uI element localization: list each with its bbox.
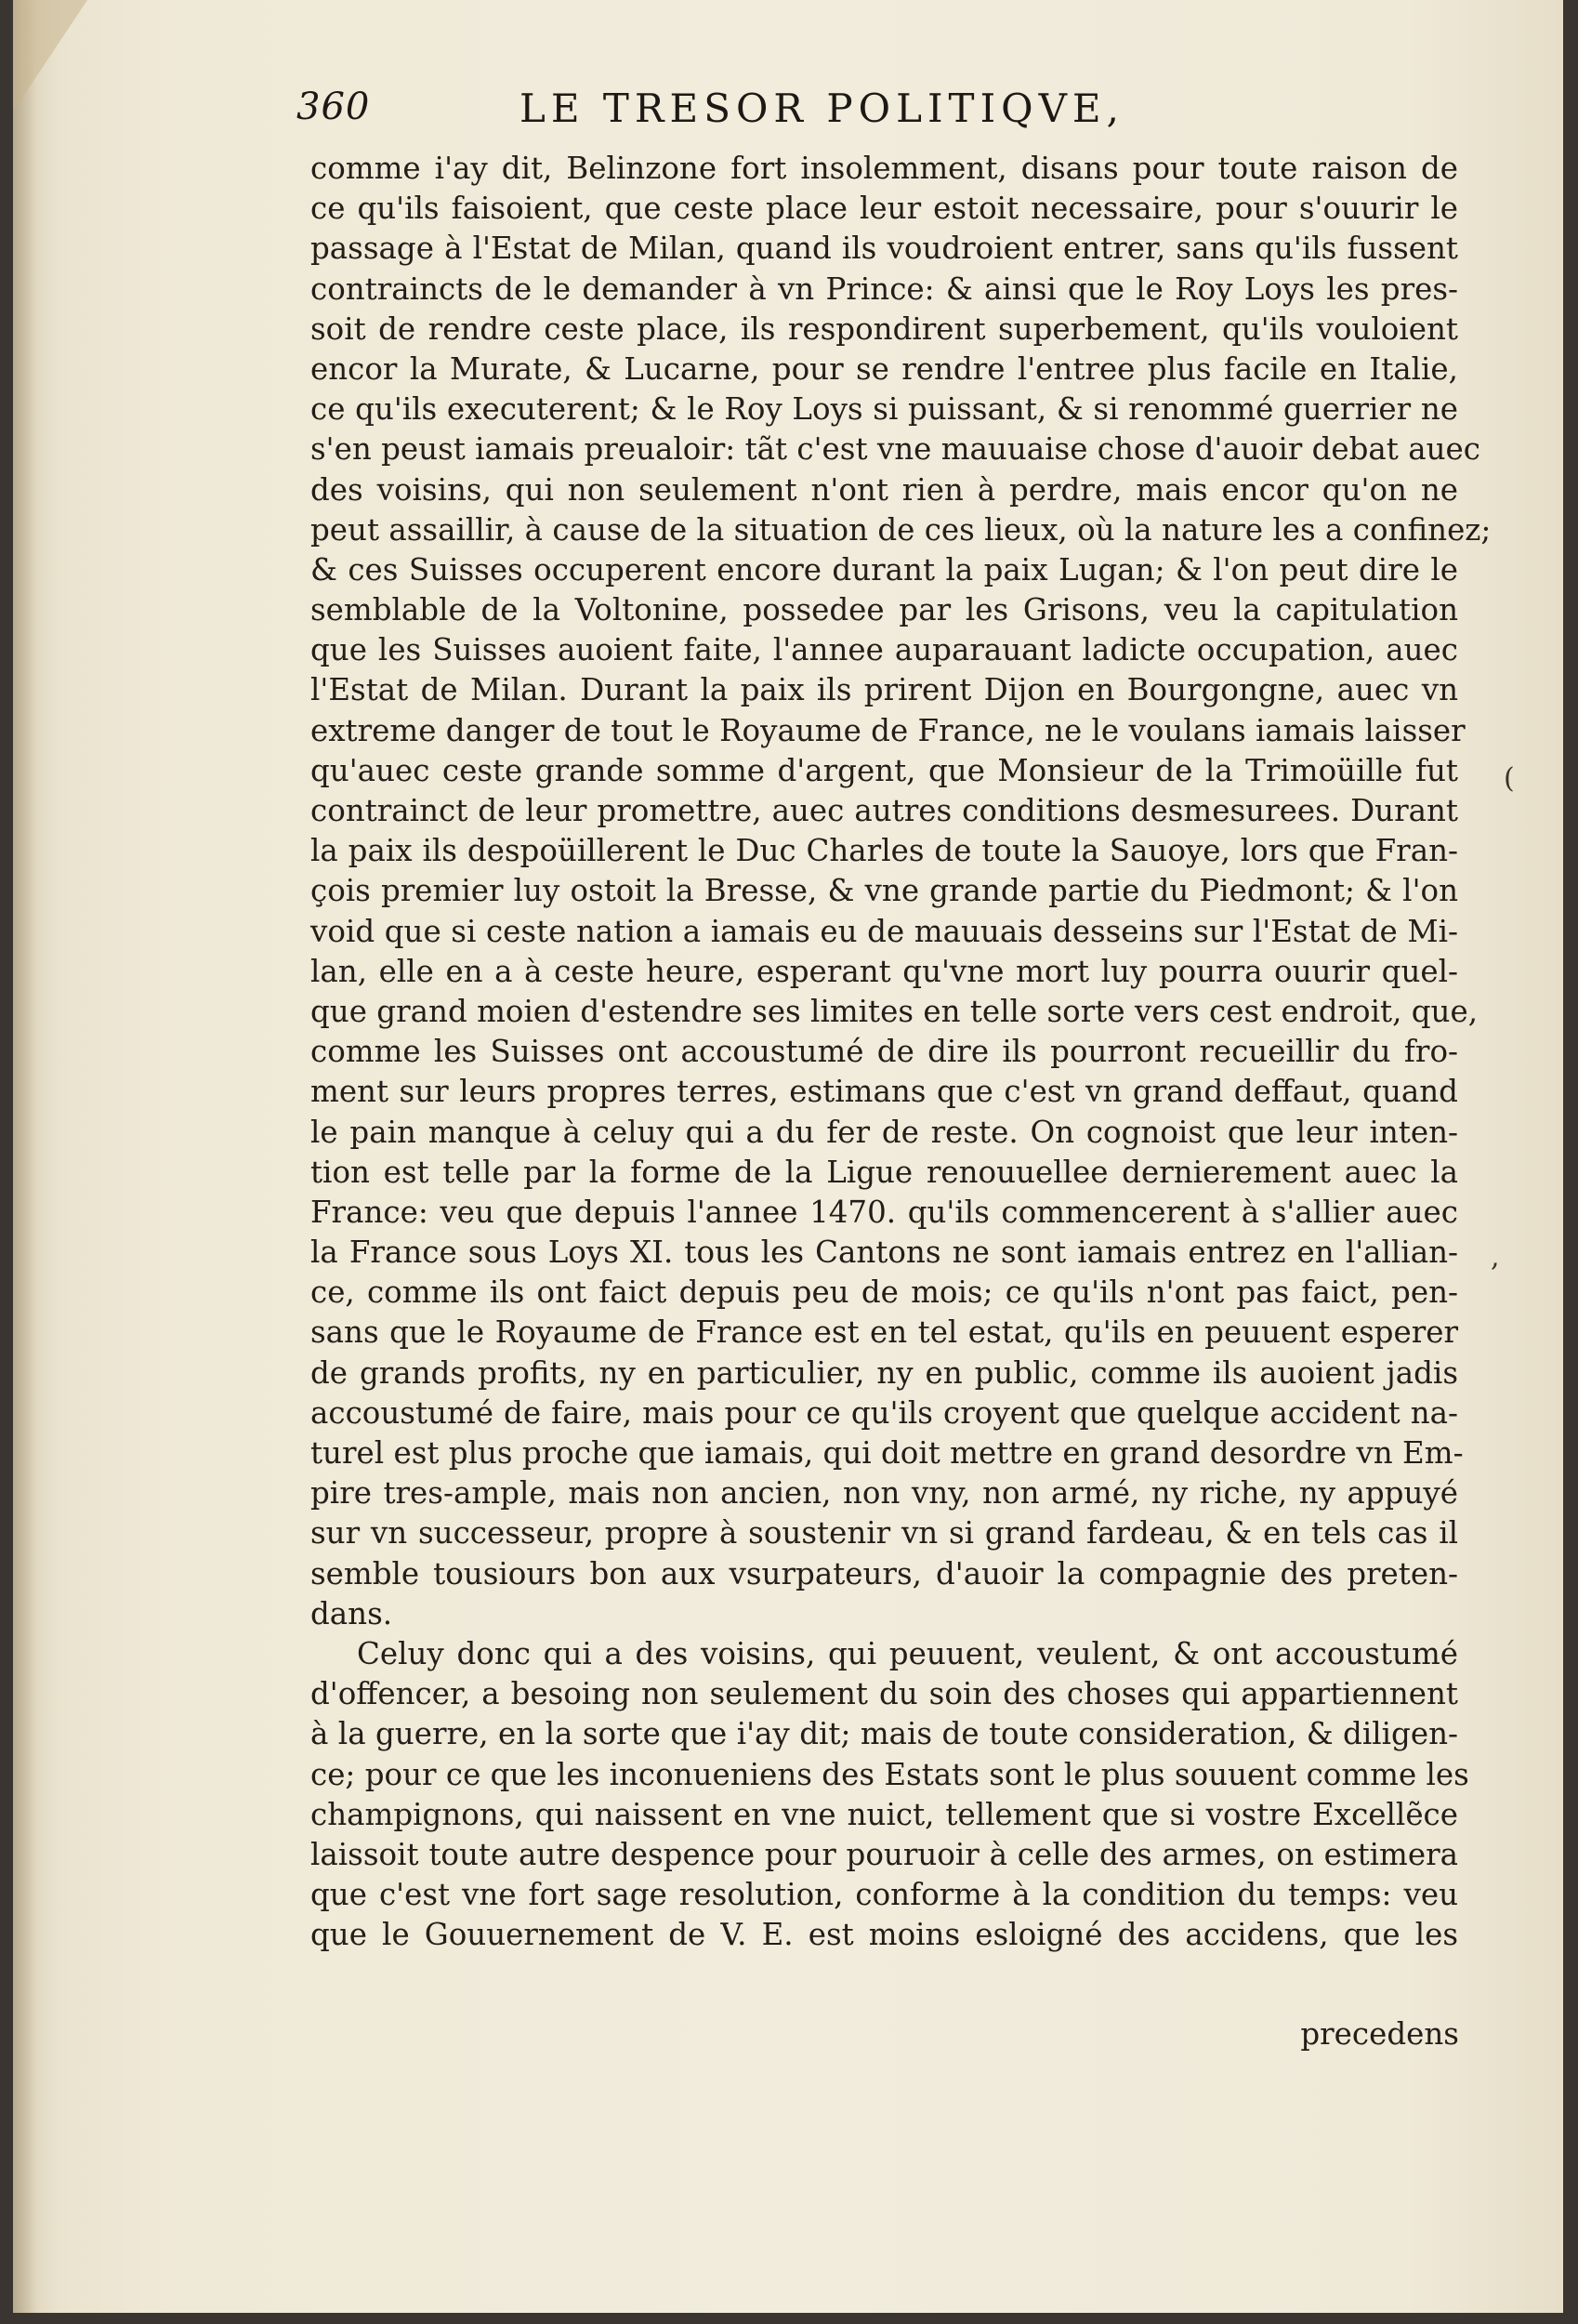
- text-line: extreme danger de tout le Royaume de France, ne le voulans iamais laisser: [310, 712, 1466, 748]
- text-line: la France sous Loys XI. tous les Cantons ne sont iamais entrez en l'allian-: [310, 1235, 1458, 1271]
- text-line: pire tres-ample, mais non ancien, non vny, non armé, ny riche, ny appuyé: [310, 1475, 1458, 1512]
- margin-mark: ,: [1491, 1241, 1500, 1274]
- text-line: dans.: [310, 1595, 393, 1631]
- text-line: comme les Suisses ont accoustumé de dire ils pourront recueillir du fro-: [310, 1034, 1458, 1070]
- text-line: ce; pour ce que les inconueniens des Estats sont le plus souuent comme les: [310, 1756, 1469, 1792]
- text-line: à la guerre, en la sorte que i'ay dit; mais de toute consideration, & diligen-: [310, 1716, 1458, 1752]
- body-text: [310, 149, 1492, 1955]
- text-line: contraincts de le demander à vn Prince: & ainsi que le Roy Loys les pres-: [310, 271, 1458, 307]
- text-line: sur vn successeur, propre à soustenir vn si grand fardeau, & en tels cas il: [310, 1515, 1458, 1552]
- running-head: LE TRESOR POLITIQVE,: [519, 86, 1124, 131]
- paragraph-2: [310, 1634, 1469, 1956]
- text-line: des voisins, qui non seulement n'ont rien à perdre, mais encor qu'on ne: [310, 471, 1458, 508]
- text-line: soit de rendre ceste place, ils respondirent superbement, qu'ils vouloient: [310, 310, 1458, 347]
- text-line: s'en peust iamais preualoir: tãt c'est vne mauuaise chose d'auoir debat auec: [310, 431, 1480, 468]
- page-corner-fold: [13, 0, 87, 112]
- text-line: que c'est vne fort sage resolution, conforme à la condition du temps: veu: [310, 1877, 1458, 1913]
- text-line: semble tousiours bon aux vsurpateurs, d'auoir la compagnie des preten-: [310, 1555, 1458, 1591]
- text-line: peut assaillir, à cause de la situation de ces lieux, où la nature les a confinez;: [310, 511, 1492, 548]
- text-line: le pain manque à celuy qui a du fer de reste. On cognoist que leur inten-: [310, 1114, 1458, 1150]
- text-line: ce, comme ils ont faict depuis peu de mois; ce qu'ils n'ont pas faict, pen-: [310, 1274, 1458, 1311]
- text-line: sans que le Royaume de France est en tel estat, qu'ils en peuuent esperer: [310, 1314, 1458, 1351]
- text-line: turel est plus proche que iamais, qui doit mettre en grand desordre vn Em-: [310, 1435, 1464, 1471]
- catchword: precedens: [1300, 2016, 1459, 2052]
- text-line: ce qu'ils faisoient, que ceste place leur estoit necessaire, pour s'ouurir le: [310, 191, 1458, 227]
- text-line: la paix ils despoüillerent le Duc Charles de toute la Sauoye, lors que Fran-: [310, 833, 1458, 869]
- text-line: accoustumé de faire, mais pour ce qu'ils croyent que quelque accident na-: [310, 1394, 1458, 1431]
- text-line: çois premier luy ostoit la Bresse, & vne grande partie du Piedmont; & l'on: [310, 873, 1458, 909]
- text-line: France: veu que depuis l'annee 1470. qu'ils commencerent à s'allier auec: [310, 1194, 1458, 1230]
- text-line: ment sur leurs propres terres, estimans que c'est vn grand deffaut, quand: [310, 1074, 1458, 1110]
- margin-mark: (: [1504, 762, 1515, 795]
- text-line: semblable de la Voltonine, possedee par les Grisons, veu la capitulation: [310, 592, 1458, 628]
- text-line: contrainct de leur promettre, auec autres conditions desmesurees. Durant: [310, 793, 1458, 828]
- text-line: lan, elle en a à ceste heure, esperant qu'vne mort luy pourra ouurir quel-: [310, 953, 1458, 989]
- text-line: que le Gouuernement de V. E. est moins esloigné des accidens, que les: [310, 1917, 1458, 1953]
- text-line: champignons, qui naissent en vne nuict, tellement que si vostre Excellẽce: [310, 1796, 1458, 1832]
- text-line: que grand moien d'estendre ses limites en telle sorte vers cest endroit, que,: [310, 993, 1479, 1029]
- text-line: de grands profits, ny en particulier, ny en public, comme ils auoient jadis: [310, 1354, 1458, 1391]
- text-line: void que si ceste nation a iamais eu de mauuais desseins sur l'Estat de Mi-: [310, 913, 1458, 949]
- page-number: 360: [296, 86, 371, 128]
- text-line: Celuy donc qui a des voisins, qui peuuent, veulent, & ont accoustumé: [357, 1635, 1458, 1671]
- text-line: laissoit toute autre despence pour pouruoir à celle des armes, on estimera: [310, 1836, 1458, 1872]
- text-line: comme i'ay dit, Belinzone fort insolemment, disans pour toute raison de: [310, 151, 1458, 186]
- text-line: & ces Suisses occuperent encore durant la paix Lugan; & l'on peut dire le: [310, 551, 1458, 588]
- text-line: l'Estat de Milan. Durant la paix ils prirent Dijon en Bourgongne, auec vn: [310, 672, 1458, 708]
- text-line: tion est telle par la forme de la Ligue renouuellee dernierement auec la: [310, 1154, 1458, 1190]
- paragraph-1: [310, 149, 1492, 1634]
- book-page: [13, 0, 1563, 2313]
- text-line: passage à l'Estat de Milan, quand ils voudroient entrer, sans qu'ils fussent: [310, 231, 1458, 267]
- page-header: [296, 86, 1542, 138]
- text-line: que les Suisses auoient faite, l'annee auparauant ladicte occupation, auec: [310, 632, 1458, 668]
- text-line: ce qu'ils executerent; & le Roy Loys si puissant, & si renommé guerrier ne: [310, 391, 1458, 428]
- text-line: d'offencer, a besoing non seulement du soin des choses qui appartiennent: [310, 1676, 1458, 1712]
- text-line: qu'auec ceste grande somme d'argent, que Monsieur de la Trimoüille fut: [310, 752, 1458, 788]
- text-line: encor la Murate, & Lucarne, pour se rendre l'entree plus facile en Italie,: [310, 350, 1458, 387]
